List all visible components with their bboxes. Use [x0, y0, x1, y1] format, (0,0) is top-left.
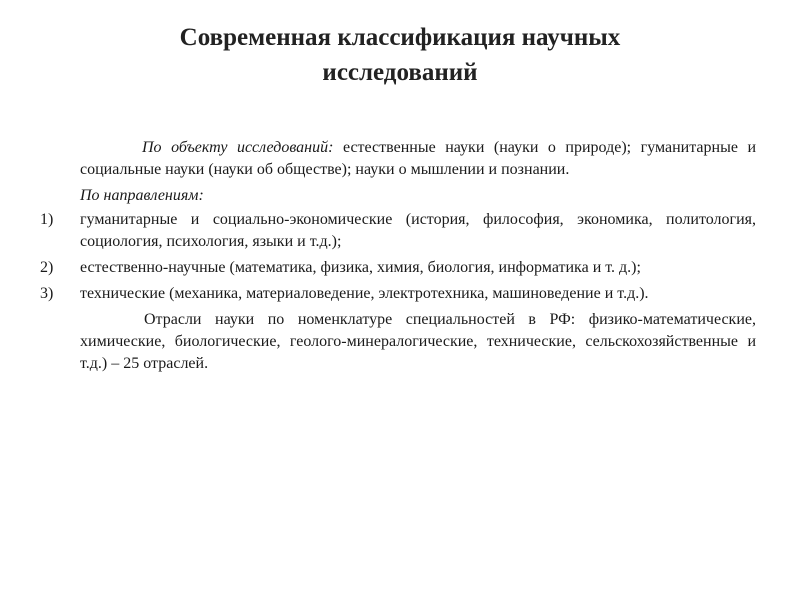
by-object-text: естественные науки (науки о природе); гуманитарные и социальные науки (науки об обществе); науки о мышлении и познании. [80, 139, 757, 178]
list-item-number: 3) [40, 285, 54, 302]
list-item-number: 2) [40, 259, 54, 276]
paragraph-by-object [80, 137, 756, 181]
list-item-text: гуманитарные и социально-экономические (история, философия, экономика, политология, социология, психология, языки и т.д.); [80, 211, 756, 250]
list-item-number: 1) [40, 211, 54, 228]
direction-list [40, 209, 756, 305]
list-item [40, 209, 756, 253]
slide-title: Современная классификация научных исследований [179, 24, 621, 86]
by-object-label: По объекту исследований: [142, 139, 334, 156]
paragraph-branches [80, 309, 756, 375]
list-item [40, 257, 756, 279]
list-item-text: естественно-научные (математика, физика, химия, биология, информатика и т. д.); [80, 259, 641, 276]
by-direction-label: По направлениям: [80, 187, 204, 204]
branches-text: Отрасли науки по номенклатуре специальностей в РФ: физико-математические, химические, биологические, геолого-минералогические, технические, сельскохозяйственные и т.д.) – 25 отраслей. [80, 311, 756, 372]
list-item [40, 283, 756, 305]
list-item-text: технические (механика, материаловедение, электротехника, машиноведение и т.д.). [80, 285, 649, 302]
slide-body [40, 137, 757, 375]
